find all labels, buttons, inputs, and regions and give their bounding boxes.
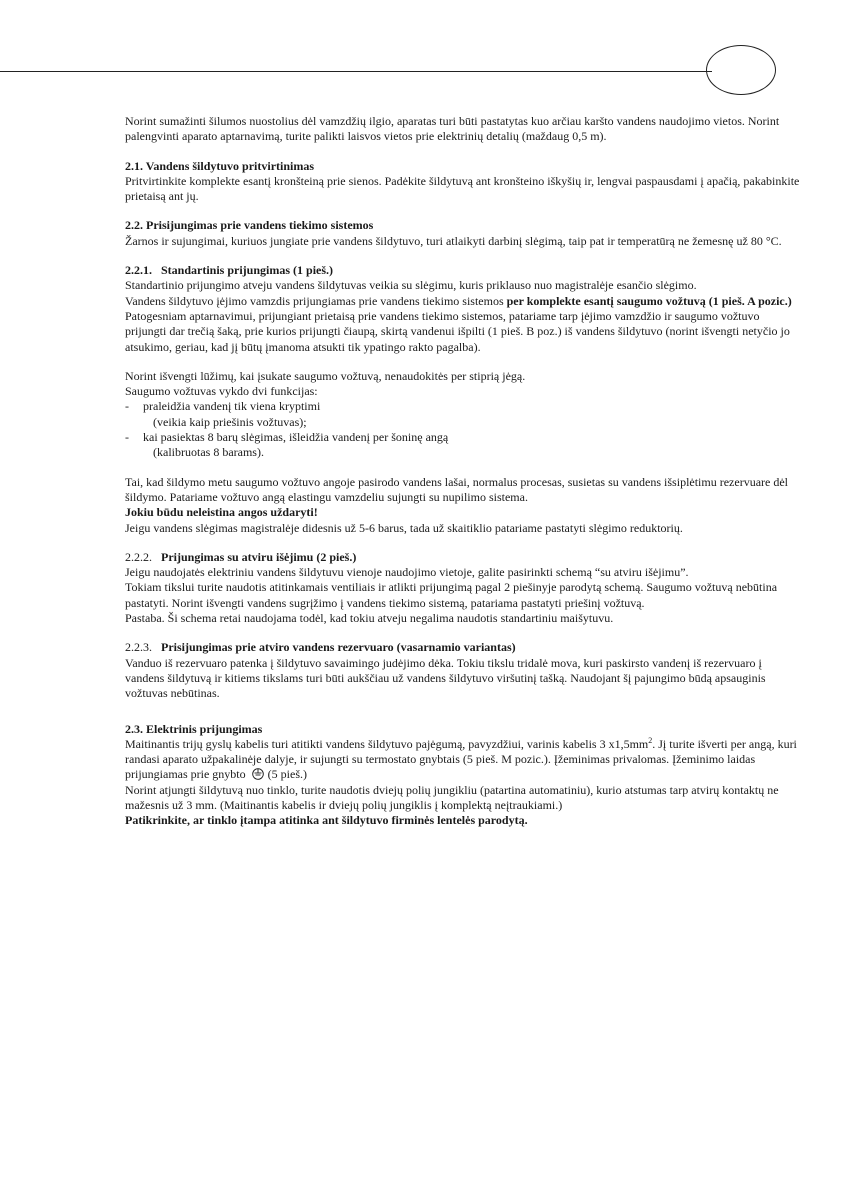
section-2-2-body: Žarnos ir sujungimai, kuriuos jungiate prie vandens šildytuvo, turi atlaikyti darbinį slėgimą, taip pat ir temperatūrą ne žemesnę už 80 °C. xyxy=(125,233,782,248)
section-title-text: Prisijungimas prie atviro vandens rezervuaro (vasarnamio variantas) xyxy=(161,640,516,655)
section-2-2-2-p2: Tokiam tikslui turite naudotis atitinkamais ventiliais ir atlikti prijungimą pagal 2 piešinyje parodytą schemą. Saugumo vožtuvą nebūtina pastatyti. Norint išvengti vandens sugrįžimo į vandens tiekimo sistemą, patariama pastatyti priešinį vožtuvą. xyxy=(125,580,778,610)
ground-symbol-icon xyxy=(252,768,264,780)
section-2-2-1-p5: Saugumo vožtuvas vykdo dvi funkcijas: xyxy=(125,384,318,399)
section-2-2-2-p1: Jeigu naudojatės elektriniu vandens šildytuvu vienoje naudojimo vietoje, galite pasirinkti schemą “su atviru išėjimu”. xyxy=(125,565,689,580)
section-2-3-p1-a: Maitinantis trijų gyslų kabelis turi atitikti vandens šildytuvo pajėgumą, pavyzdžiui, varinis kabelis 3 x1,5mm xyxy=(125,736,649,751)
list-item-text: praleidžia vandenį tik viena kryptimi xyxy=(143,399,321,414)
section-2-2-1-title: 2.2.1. Standartinis prijungimas (1 pieš.) xyxy=(125,263,334,278)
section-2-2-3-title xyxy=(125,640,800,655)
list-dash: - xyxy=(125,430,129,445)
section-2-1-title: 2.1. Vandens šildytuvo pritvirtinimas xyxy=(125,158,315,173)
section-2-2-2-title xyxy=(125,550,800,565)
section-2-3-p1-b: . Jį turite išverti per angą, kuri randasi aparato užpakalinėje dalyje, ir sujungti su termostato gnybtais (5 pieš. M pozic.). Įžeminimas privalomas. Įžeminimo laidas prijungiamas prie gnybto xyxy=(125,736,797,782)
list-dash: - xyxy=(125,399,129,414)
section-2-2-1-p3: Patogesniam aptarnavimui, prijungiant prietaisą prie vandens tiekimo sistemos, patariame tarp įėjimo vamzdžio ir saugumo vožtuvo prijungti dar trečią šaką, prie kurios prijungti čiaupą, skirtą vandenui išpilti (1 pieš. B poz.) iš vandens šildytuvo (norint išvengti netyčio jo atsukimo, geriau, kad jį būtų įmanoma atsukti tik ypatingo rakto pagalba). xyxy=(125,308,790,354)
superscript: 2 xyxy=(648,735,653,745)
section-2-2-2-p3: Pastaba. Ši schema retai naudojama todėl, kad tokiu atveju negalima naudotis standartiniu maišytuvu. xyxy=(125,611,614,626)
section-2-2-1-p2-bold: per komplekte esantį saugumo vožtuvą (1 pieš. A pozic.) xyxy=(506,293,792,308)
list-item-text: kai pasiektas 8 barų slėgimas, išleidžia vandenį per šoninę angą xyxy=(143,430,449,445)
section-2-2-1-p4: Norint išvengti lūžimų, kai įsukate saugumo vožtuvą, nenaudokitės per stiprią jėgą. xyxy=(125,368,526,383)
section-number: 2.2.3. xyxy=(125,640,152,655)
section-2-2-1-p6: Tai, kad šildymo metu saugumo vožtuvo angoje pasirodo vandens lašai, normalus procesas, susietas su vandens išsiplėtimu rezervuare dėl šildymo. Patariame vožtuvo angą elastingu vamzdeliu sujungti su nupilimo sistema. xyxy=(125,474,789,504)
intro-paragraph: Norint sumažinti šilumos nuostolius dėl vamzdžių ilgio, aparatas turi būti pastatytas kuo arčiau karšto vandens naudojimo vietos. Norint palengvinti aparato aptarnavimą, turite palikti laisvos vietos prie elektrinių detalių (maždaug 0,5 m). xyxy=(125,114,780,144)
section-2-2-1-p8: Jeigu vandens slėgimas magistralėje didesnis už 5-6 barus, tada už skaitiklio patariame pastatyti slėgimo reduktorių. xyxy=(125,520,683,535)
section-number: 2.2.2. xyxy=(125,549,152,564)
section-2-2-1-p2 xyxy=(125,294,800,309)
section-title-text: Prijungimas su atviru išėjimu (2 pieš.) xyxy=(161,549,357,564)
section-2-3-p1 xyxy=(125,737,800,783)
section-2-2-1-p2-text: Vandens šildytuvo įėjimo vamzdis prijungiamas prie vandens tiekimo sistemos xyxy=(125,293,507,308)
section-2-3-p3: Patikrinkite, ar tinklo įtampa atitinka ant šildytuvo firminės lentelės parodytą. xyxy=(125,813,528,828)
section-2-3-p1-c: (5 pieš.) xyxy=(267,767,307,782)
warning-text: Jokiu būdu neleistina angos uždaryti! xyxy=(125,505,318,520)
page-content xyxy=(125,114,800,829)
section-2-2-3-p1: Vanduo iš rezervuaro patenka į šildytuvo savaimingo judėjimo dėka. Tokiu tikslu tridalė mova, kuri paskirsto vandenį iš rezervuaro į vandens šildytuvą ir kitiems tikslams turi būti aukščiau už vandens šildytuvo viršutinį tašką. Naudojant šį pajungimo būdą apsauginis vožtuvas nebūtinas. xyxy=(125,655,766,701)
list-item-continuation: (veikia kaip priešinis vožtuvas); xyxy=(153,414,307,429)
section-2-3-p2: Norint atjungti šildytuvą nuo tinklo, turite naudotis dviejų polių jungikliu (patartina automatiniu), kurio atstumas tarp atvirų kontaktų ne mažesnis už 3 mm. (Maitinantis kabelis ir dviejų polių jungiklis į komplektą neįtraukiami.) xyxy=(125,782,779,812)
section-2-2-title: 2.2. Prisijungimas prie vandens tiekimo sistemos xyxy=(125,218,374,233)
section-2-1-body: Pritvirtinkite komplekte esantį kronšteiną prie sienos. Padėkite šildytuvą ant kronšteino iškyšių ir, lengvai paspausdami į apačią, pakabinkite prietaisą ant jų. xyxy=(125,173,800,204)
list-item-continuation: (kalibruotas 8 barams). xyxy=(153,445,264,460)
page-number-oval xyxy=(706,45,776,95)
list-item xyxy=(125,399,800,414)
section-2-2-1-p1: Standartinio prijungimo atveju vandens šildytuvas veikia su slėgimu, kuris priklauso nuo magistralėje esančio slėgimo. xyxy=(125,278,697,293)
header-rule xyxy=(0,71,712,72)
section-2-3-title: 2.3. Elektrinis prijungimas xyxy=(125,721,263,736)
list-item xyxy=(125,430,800,445)
